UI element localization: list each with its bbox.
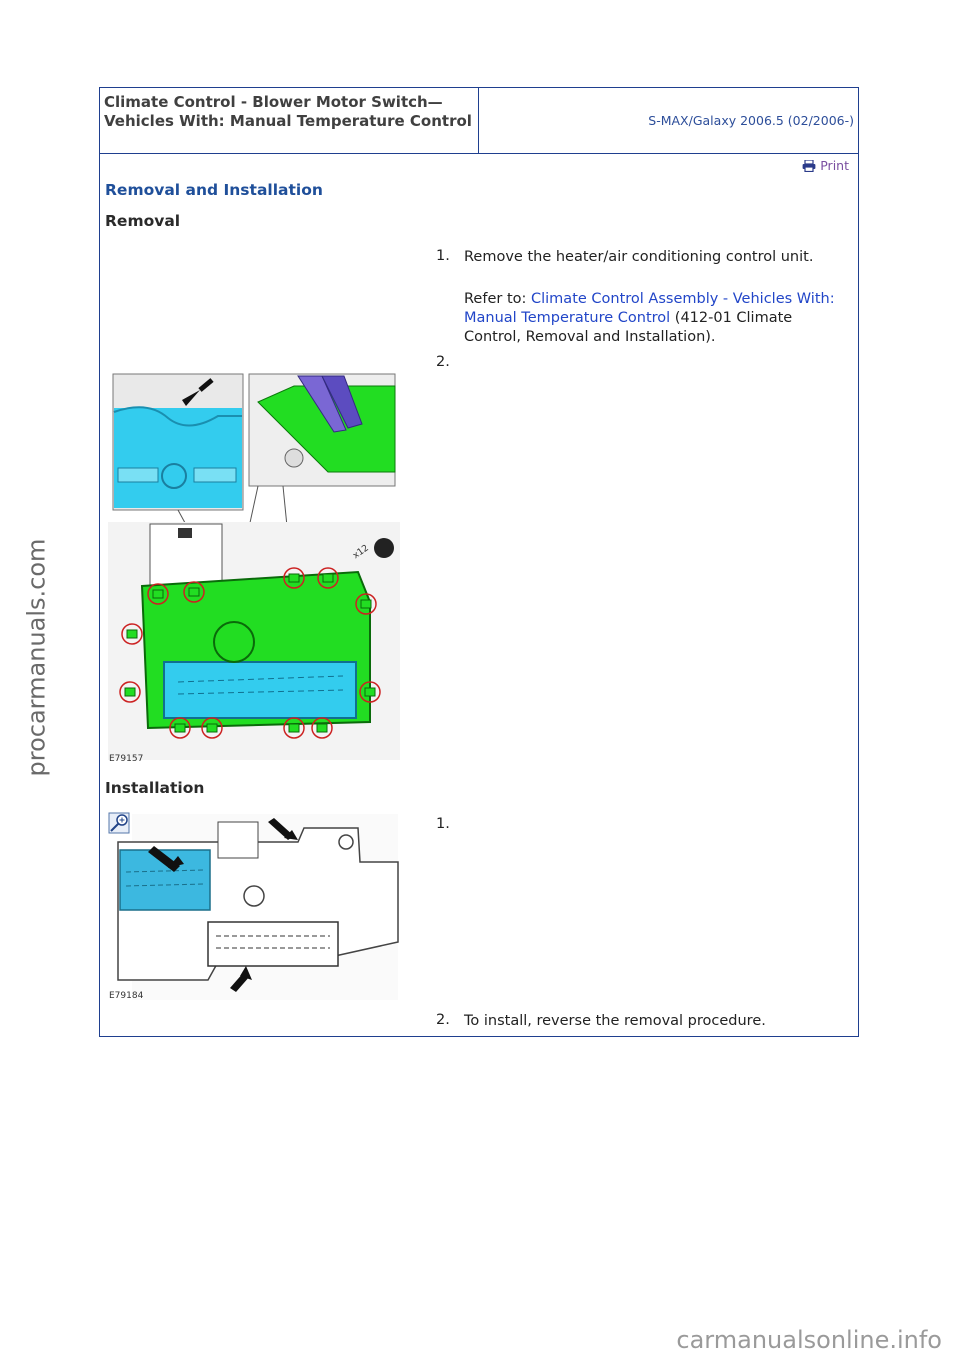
- installation-step-2-text: To install, reverse the removal procedure.: [464, 1013, 766, 1029]
- document-header: [100, 88, 858, 154]
- main-heading: Removal and Installation: [105, 181, 323, 199]
- installation-step-2-number: 2.: [436, 1012, 450, 1028]
- side-watermark: [14, 538, 54, 777]
- blower-switch-installation-diagram: [108, 812, 400, 1002]
- climate-control-assembly-link[interactable]: Climate Control Assembly - Vehicles With: Manual Temperature Control: [464, 291, 835, 326]
- document-page: [99, 87, 859, 1037]
- installation-heading: Installation: [105, 779, 205, 797]
- clip-count-callout: x12: [351, 543, 371, 562]
- removal-step-1-number: 1.: [436, 248, 450, 264]
- printer-icon: [802, 160, 816, 172]
- removal-figure: [108, 372, 400, 764]
- zoom-icon[interactable]: [109, 813, 129, 833]
- installation-figure-label: E79184: [109, 991, 144, 1001]
- installation-figure: [108, 812, 400, 1002]
- removal-step-2-number: 2.: [436, 354, 450, 370]
- blower-switch-removal-diagram: [108, 372, 400, 764]
- refer-prefix: Refer to:: [464, 291, 531, 307]
- removal-step-1-text: Remove the heater/air conditioning control unit.: [464, 249, 814, 265]
- vehicle-model: S-MAX/Galaxy 2006.5 (02/2006-): [648, 113, 854, 128]
- bottom-watermark: carmanualsonline.info: [676, 1326, 942, 1354]
- refer-suffix: (412-01 Climate Control, Removal and Installation).: [464, 310, 793, 345]
- side-watermark-text: procarmanuals.com: [22, 538, 51, 777]
- removal-figure-label: E79157: [109, 754, 144, 764]
- page-title: Climate Control - Blower Motor Switch— Vehicles With: Manual Temperature Control: [100, 88, 479, 153]
- print-button[interactable]: [802, 158, 849, 173]
- removal-step-1-reference: [464, 290, 849, 347]
- installation-step-1-number: 1.: [436, 816, 450, 832]
- print-label[interactable]: Print: [820, 158, 849, 173]
- removal-heading: Removal: [105, 212, 181, 230]
